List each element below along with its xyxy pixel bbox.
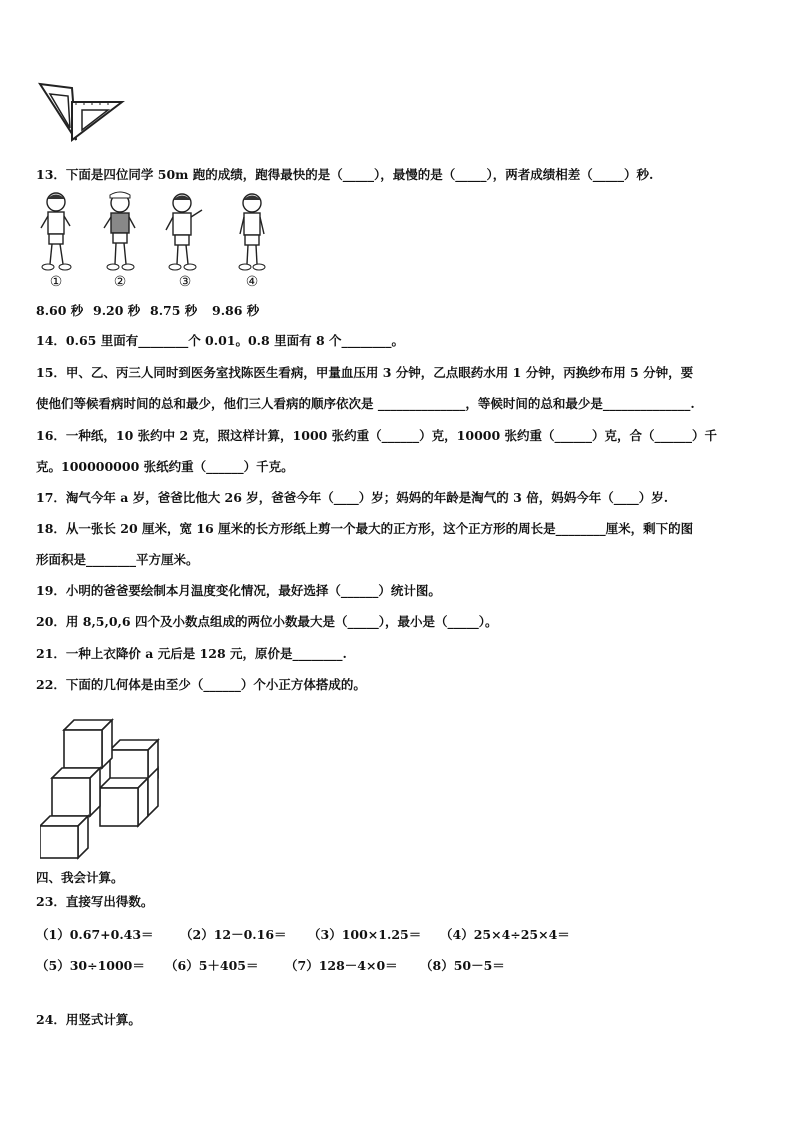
- kid-2-time: 9.20 秒: [93, 303, 141, 318]
- kid-3-illustration: [162, 190, 208, 272]
- question-20: 20．用 8,5,0,6 四个及小数点组成的两位小数最大是（_____），最小是（_____）。: [36, 614, 498, 629]
- kid-1-shirt: [48, 212, 64, 234]
- question-19: 19．小明的爸爸要绘制本月温度变化情况，最好选择（______）统计图。: [36, 583, 441, 598]
- calc-3: （3）100×1.25＝: [308, 927, 422, 942]
- question-23: 23．直接写出得数。: [36, 894, 154, 909]
- calc-7: （7）128－4×0＝: [285, 958, 398, 973]
- calc-8: （8）50－5＝: [420, 958, 505, 973]
- kid-4-illustration: [232, 190, 272, 272]
- question-16-line-2: 克。100000000 张纸约重（______）千克。: [36, 459, 294, 474]
- kid-4-label: ④: [245, 274, 259, 290]
- calc-2: （2）12－0.16＝: [180, 927, 287, 942]
- kid-1-time: 8.60 秒: [36, 303, 84, 318]
- question-21: 21．一种上衣降价 a 元后是 128 元，原价是________.: [36, 646, 347, 661]
- runners-figure: [36, 190, 276, 298]
- kid-3-label: ③: [178, 274, 192, 290]
- calc-6: （6）5＋405＝: [165, 958, 259, 973]
- calc-1: （1）0.67+0.43＝: [36, 927, 154, 942]
- question-15-line-2: 使他们等候看病时间的总和最少，他们三人看病的顺序依次是 ______________，等候时间的总和最少是______________.: [36, 396, 695, 411]
- kid-1-label: ①: [49, 274, 63, 290]
- section-4-heading: 四、我会计算。: [36, 870, 124, 885]
- kid-2-shirt: [111, 213, 129, 233]
- question-13: 13．下面是四位同学 50m 跑的成绩，跑得最快的是（_____），最慢的是（_____），两者成绩相差（_____）秒.: [36, 167, 654, 182]
- question-18-line-2: 形面积是________平方厘米。: [36, 552, 199, 567]
- question-14: 14．0.65 里面有________个 0.01。0.8 里面有 8 个________。: [36, 333, 404, 348]
- question-18-line-1: 18．从一张长 20 厘米，宽 16 厘米的长方形纸上剪一个最大的正方形，这个正方形的周长是________厘米，剩下的图: [36, 521, 694, 536]
- kid-3-time: 8.75 秒: [150, 303, 198, 318]
- calc-5: （5）30÷1000＝: [36, 958, 145, 973]
- kid-4-shirt: [244, 213, 260, 235]
- calc-4: （4）25×4÷25×4＝: [440, 927, 570, 942]
- kid-2-label: ②: [113, 274, 127, 290]
- question-15-line-1: 15．甲、乙、丙三人同时到医务室找陈医生看病，甲量血压用 3 分钟，乙点眼药水用 1 分钟，丙换纱布用 5 分钟，要: [36, 365, 694, 380]
- question-17: 17．淘气今年 a 岁，爸爸比他大 26 岁，爸爸今年（____）岁；妈妈的年龄是淘气的 3 倍，妈妈今年（____）岁.: [36, 490, 669, 505]
- kid-3-shirt: [173, 213, 191, 235]
- triangle-rulers-figure: [36, 80, 126, 146]
- question-22: 22．下面的几何体是由至少（______）个小正方体搭成的。: [36, 677, 366, 692]
- cube-stack-figure: [40, 718, 162, 860]
- question-16-line-1: 16．一种纸，10 张约中 2 克，照这样计算，1000 张约重（______）克，10000 张约重（______）克，合（______）千: [36, 428, 718, 443]
- kid-2-illustration: [100, 190, 140, 272]
- question-24: 24．用竖式计算。: [36, 1012, 141, 1027]
- kid-1-illustration: [36, 190, 76, 272]
- kid-4-time: 9.86 秒: [212, 303, 260, 318]
